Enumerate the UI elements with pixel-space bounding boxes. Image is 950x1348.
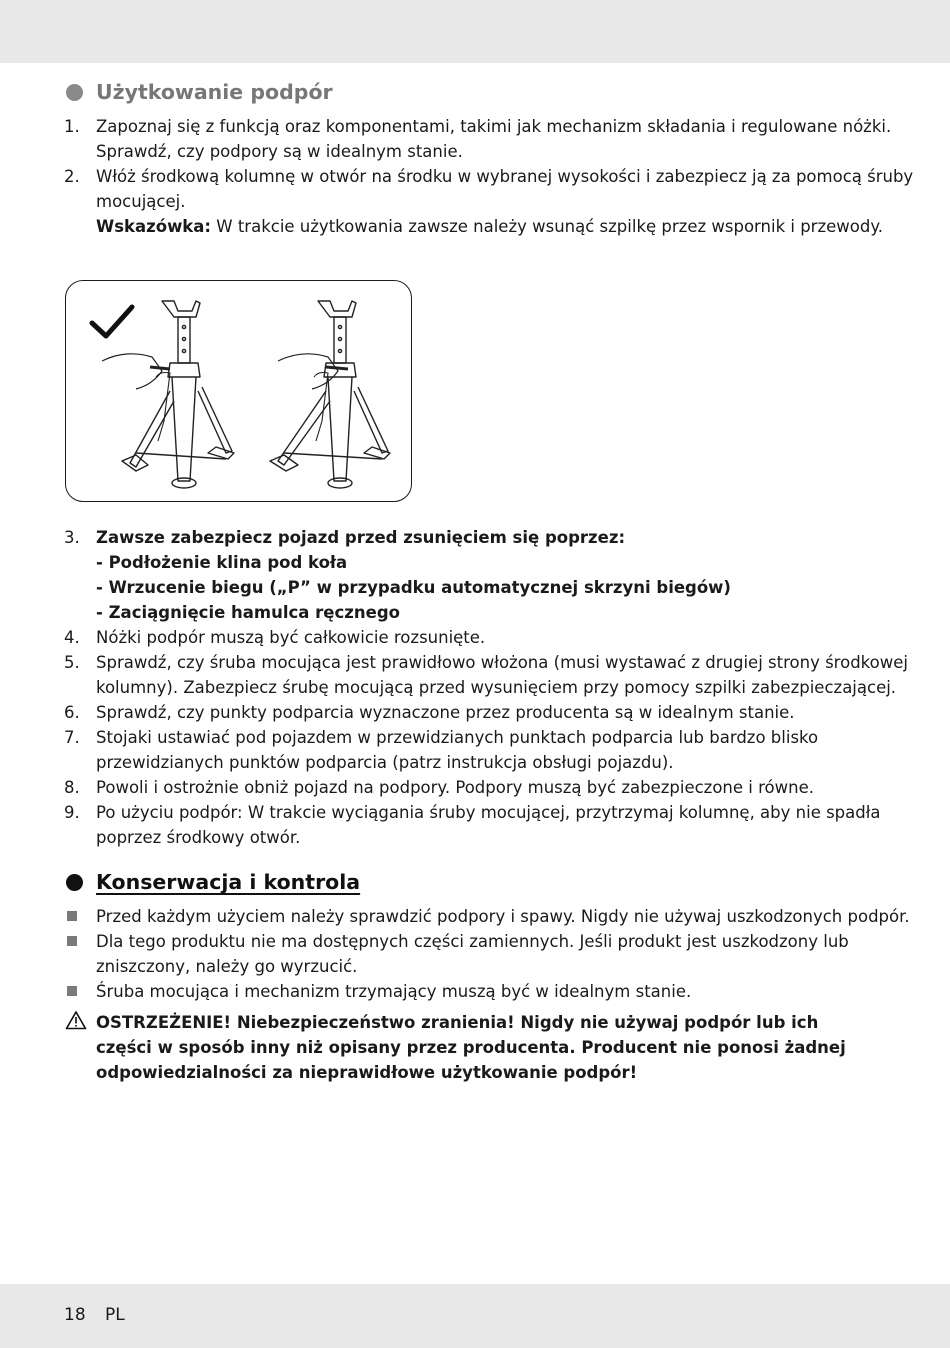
header-band <box>0 0 950 63</box>
list-item-bold-text: - Podłożenie klina pod koła <box>96 553 348 572</box>
list-number: 2. <box>64 167 80 186</box>
list-number: 1. <box>64 117 80 136</box>
bullet-item-text: Śruba mocująca i mechanizm trzymający muszą być w idealnym stanie. <box>96 982 692 1001</box>
list-number: 7. <box>64 728 80 747</box>
square-bullet-icon <box>67 936 77 946</box>
list-item-text: Po użyciu podpór: W trakcie wyciągania śruby mocującej, przytrzymaj kolumnę, aby nie spadła <box>96 803 881 822</box>
list-number: 6. <box>64 703 80 722</box>
language-code: PL <box>105 1305 125 1325</box>
list-item-text: Włóż środkową kolumnę w otwór na środku w wybranej wysokości i zabezpiecz ją za pomocą śruby <box>96 167 914 186</box>
illustration-frame <box>65 280 412 502</box>
list-item-text: kolumny). Zabezpiecz śrubę mocującą przed wysunięciem przy pomocy szpilki zabezpieczającej. <box>96 678 897 697</box>
list-number: 9. <box>64 803 80 822</box>
section-title: Konserwacja i kontrola <box>96 870 361 894</box>
list-item-text: przewidzianych punktów podparcia (patrz instrukcja obsługi pojazdu). <box>96 753 674 772</box>
hint-label: Wskazówka: <box>96 217 212 236</box>
list-item-text: Zapoznaj się z funkcją oraz komponentami, takimi jak mechanizm składania i regulowane nóżki. <box>96 117 892 136</box>
bullet-item-text: Przed każdym użyciem należy sprawdzić podpory i spawy. Nigdy nie używaj uszkodzonych podpór. <box>96 907 910 926</box>
list-item-text: poprzez środkowy otwór. <box>96 828 301 847</box>
list-number: 4. <box>64 628 80 647</box>
axle-stand-right <box>270 301 390 488</box>
square-bullet-icon <box>67 911 77 921</box>
list-number: 8. <box>64 778 80 797</box>
list-item-text: Stojaki ustawiać pod pojazdem w przewidzianych punktach podparcia lub bardzo blisko <box>96 728 819 747</box>
axle-stand-left <box>102 301 234 488</box>
page-number: 18 <box>64 1305 86 1325</box>
list-item-text: Powoli i ostrożnie obniż pojazd na podpory. Podpory muszą być zabezpieczone i równe. <box>96 778 814 797</box>
list-item-bold-text: Zawsze zabezpiecz pojazd przed zsunięciem się poprzez: <box>96 528 626 547</box>
warning-text: części w sposób inny niż opisany przez producenta. Producent nie ponosi żadnej <box>96 1038 846 1057</box>
warning-text: odpowiedzialności za nieprawidłowe użytkowanie podpór! <box>96 1063 638 1082</box>
list-item-bold-text: - Zaciągnięcie hamulca ręcznego <box>96 603 400 622</box>
list-item-text: Nóżki podpór muszą być całkowicie rozsunięte. <box>96 628 486 647</box>
list-number: 3. <box>64 528 80 547</box>
list-item-text: Sprawdź, czy punkty podparcia wyznaczone przez producenta są w idealnym stanie. <box>96 703 795 722</box>
page-footer <box>64 1305 139 1325</box>
bullet-item-text: zniszczony, należy go wyrzucić. <box>96 957 358 976</box>
hint-text: W trakcie użytkowania zawsze należy wsunąć szpilkę przez wspornik i przewody. <box>211 217 883 236</box>
section-heading-maintenance <box>66 870 360 894</box>
list-number: 5. <box>64 653 80 672</box>
list-item-text: Sprawdź, czy podpory są w idealnym stanie. <box>96 142 463 161</box>
list-item-bold-text: - Wrzucenie biegu („P” w przypadku automatycznej skrzyni biegów) <box>96 578 731 597</box>
bullet-dot-icon <box>66 84 83 101</box>
section-title: Użytkowanie podpór <box>96 80 333 104</box>
list-item-text: mocującej. <box>96 192 186 211</box>
warning-triangle-icon <box>65 1010 87 1030</box>
warning-text: OSTRZEŻENIE! Niebezpieczeństwo zranienia! Nigdy nie używaj podpór lub ich <box>96 1013 819 1032</box>
hint-line <box>96 214 883 239</box>
square-bullet-icon <box>67 986 77 996</box>
footer-band <box>0 1284 950 1348</box>
axle-stands-illustration <box>66 281 413 503</box>
bullet-dot-icon <box>66 874 83 891</box>
list-item-text: Sprawdź, czy śruba mocująca jest prawidłowo włożona (musi wystawać z drugiej strony środkowej <box>96 653 908 672</box>
checkmark-icon <box>92 307 132 336</box>
bullet-item-text: Dla tego produktu nie ma dostępnych części zamiennych. Jeśli produkt jest uszkodzony lub <box>96 932 849 951</box>
section-heading-usage <box>66 80 333 104</box>
